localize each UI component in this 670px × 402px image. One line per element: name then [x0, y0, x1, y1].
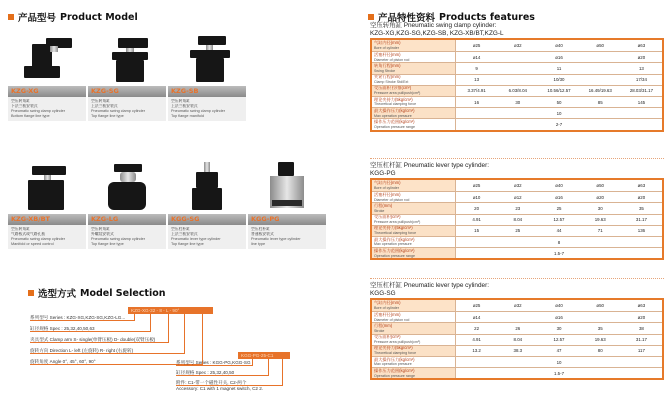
cylinder-image [168, 30, 246, 86]
model-card[interactable] [88, 30, 166, 121]
header-zh: 产品特性资料 [378, 13, 436, 24]
table-row: 夹紧行程(mm) Clamp Stroke Std/Ext 13 10/30 17/34 [372, 74, 662, 85]
header-bullet-icon [28, 290, 34, 296]
model-selection-header [28, 286, 166, 300]
spec-section [370, 22, 664, 132]
table-row: 活塞杆径(mm) Diameter of piston rod ø14 ø16 ø20 [372, 51, 662, 62]
cylinder-image [248, 158, 326, 214]
cylinder-image [8, 30, 86, 86]
selection-row: 附件: C1-带一个磁性开关, C2-两个 [176, 380, 247, 385]
model-card[interactable] [8, 158, 86, 249]
header-en: Products features [439, 11, 535, 23]
table-row: 最大操作压力(kg/cm²) Max operation pressure 8 [372, 236, 662, 247]
model-desc: 空压转角缸 气路板式或气路孔板 Pneumatic swing clamp cylinder Manifold or speed control [8, 225, 86, 249]
model-grid-row-1 [8, 30, 246, 121]
table-row: 活塞杆径(mm) Diameter of piston rod ø10 ø12 ø16 ø20 ø20 [372, 191, 662, 202]
table-row: 最大操作压力(kg/cm²) Max operation pressure 10 [372, 356, 662, 367]
model-desc: 空压杠杆缸 上法兰板安装式 Pneumatic lever type cylinder Top flange line type [168, 225, 246, 249]
table-row: 操作压力范围(kg/cm²) Operation pressure range 1.5-7 [372, 367, 662, 378]
section-models: KZG-XG,KZG-SG,KZG-SB, KZG-XB/BT,KZG-L [370, 29, 504, 37]
table-row: 气缸内径(mm) Bore of cylinder ø25 ø32 ø40 ø50 ø63 [374, 40, 646, 50]
model-desc: 空压杠杆缸 普通板安装式 Pneumatic lever type cylinder line type [248, 225, 326, 249]
model-card[interactable] [168, 30, 246, 121]
selection-row: 夹具型式 Clamp arm S- single(单臂压板) D- double(双臂压板) [30, 337, 156, 342]
selection-row: 旋转方向 Direction L- left (左旋转) R- right (右旋转) [30, 348, 134, 353]
header-en: Model Selection [80, 287, 166, 299]
cylinder-image [168, 158, 246, 214]
table-row: 气缸内径(mm) Bore of cylinder ø25 ø32 ø40 ø50 ø63 [374, 300, 646, 310]
selection-row: 系列型号 Series : KZG-XG,KZG-SG,KZG-LG... [30, 315, 126, 320]
model-code: KZG-XG [8, 86, 86, 97]
selection-diagram-2 [176, 352, 291, 392]
divider [370, 158, 664, 159]
selection-code: KGG-PG-25-C1 [238, 352, 290, 359]
spec-table [370, 298, 664, 380]
spec-table [370, 178, 664, 260]
model-desc: 空压转角缸 外螺纹安装式 Pneumatic swing clamp cylinder Top flange line type [88, 225, 166, 249]
table-row: 活塞杆径(mm) Diameter of piston rod ø14 ø16 ø20 [372, 311, 662, 322]
model-code: KZG-XB/BT [8, 214, 86, 225]
cylinder-image [88, 158, 166, 214]
selection-row: Accessory: C1 with 1 magnet switch, C2 2. [176, 386, 264, 391]
header-zh: 产品型号 [18, 13, 57, 24]
table-row: 行程(mm) Stroke 20 23 25 30 35 [372, 202, 662, 213]
table-row: 受压面积(cm²) Pressure area pull/push(cm²) 4.91 8.04 12.57 19.63 31.17 [372, 214, 662, 225]
header-en: Product Model [60, 11, 138, 23]
divider [370, 278, 664, 279]
header-zh: 选型方式 [38, 289, 77, 300]
table-row: 受压面积 拉/推(cm²) Pressure area pull/push(cm²) 3.37/4.91 6.03/8.04 10.56/12.57 16.49/19.63 28.03/31.17 [372, 85, 662, 96]
model-card[interactable] [248, 158, 326, 249]
model-code: KZG-LG [88, 214, 166, 225]
table-row: 受压面积(cm²) Pressure area pull/push(cm²) 4.91 8.04 12.57 19.63 31.17 [372, 334, 662, 345]
model-code: KGG-PG [248, 214, 326, 225]
model-desc: 空压转角缸 上法兰板安装式 Pneumatic swing clamp cylinder Top flange line type [88, 97, 166, 121]
model-card[interactable] [168, 158, 246, 249]
section-title: 空压杠杆缸 Pneumatic lever type cylinder: [370, 162, 489, 169]
section-models: KGG-PG [370, 169, 396, 177]
header-bullet-icon [8, 14, 14, 20]
model-code: KZG-SG [88, 86, 166, 97]
spec-section [370, 162, 664, 260]
section-title: 空压转角缸 Pneumatic swing clamp cylinder: [370, 22, 497, 29]
table-row: 行程(mm) Stroke 22 26 30 35 38 [372, 322, 662, 333]
section-title: 空压杠杆缸 Pneumatic lever type cylinder: [370, 282, 489, 289]
selection-row: 缸径规格 Spec : 25,32,40,50 [176, 370, 235, 375]
header-bullet-icon [368, 14, 374, 20]
table-row: 理论夹持力(5kg/cm²) Theoretical clamping force 15 25 44 71 136 [372, 225, 662, 236]
table-row: 理论夹持力(5kg/cm²) Theoretical clamping force 16 30 50 85 145 [372, 96, 662, 107]
table-row: 理论夹持力(5kg/cm²) Theoretical clamping force 13.2 38.3 47 80 117 [372, 345, 662, 356]
model-grid-row-2 [8, 158, 326, 249]
model-card[interactable] [8, 30, 86, 121]
model-card[interactable] [88, 158, 166, 249]
table-row: 转角行程(mm) Swing Stroke 9 11 13 [372, 62, 662, 73]
selection-row: 缸径规格 Spec : 25,32,40,50,63 [30, 326, 95, 331]
section-models: KGG-SG [370, 289, 396, 297]
model-code: KZG-SB [168, 86, 246, 97]
model-desc: 空压转角缸 下法兰板安装式 Pneumatic swing clamp cylinder Bottom flange line type [8, 97, 86, 121]
model-code: KGG-SG [168, 214, 246, 225]
cylinder-image [88, 30, 166, 86]
selection-row: 系列型号 Series : KGG-PG,KGG-SG [176, 360, 251, 365]
spec-table [370, 38, 664, 132]
table-row: 最大操作压力(kg/cm²) Max operation pressure 10 [372, 107, 662, 118]
selection-row: 旋转角度 Angle 0°, 45°, 60°, 90° [30, 359, 96, 364]
table-row: 操作压力范围(kg/cm²) Operation pressure range 1.5-7 [372, 247, 662, 258]
model-desc: 空压转角缸 上法兰板安装式 Pneumatic swing clamp cylinder Top flange manifold [168, 97, 246, 121]
spec-section [370, 282, 664, 380]
product-model-header [8, 10, 138, 24]
cylinder-image [8, 158, 86, 214]
table-row: 气缸内径(mm) Bore of cylinder ø25 ø32 ø40 ø50 ø63 [374, 180, 646, 190]
selection-code: KZG-XG-32 - 8 - L - 90° [128, 307, 213, 314]
table-row: 操作压力范围(kg/cm²) Operation pressure range 2-7 [372, 118, 662, 129]
